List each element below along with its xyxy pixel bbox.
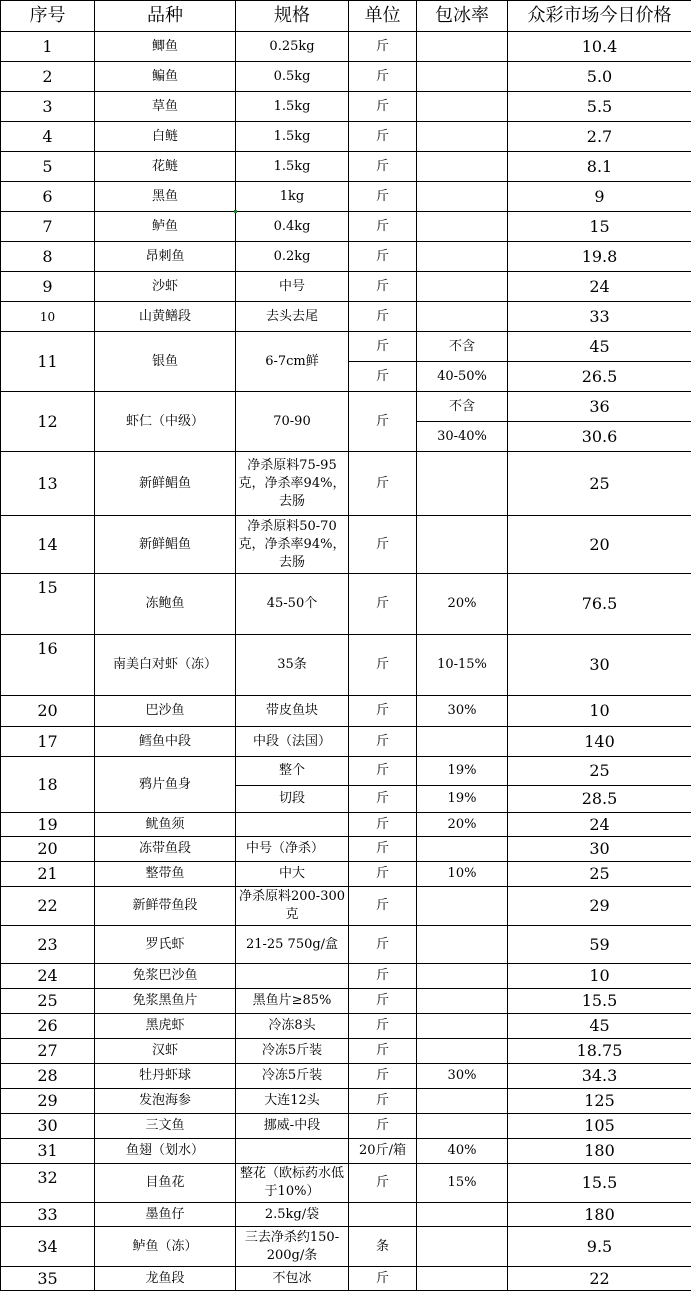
table-header-row — [1, 1, 691, 32]
row-unit: 斤 — [349, 1014, 417, 1039]
row-seq: 29 — [1, 1089, 95, 1114]
row-price: 24 — [508, 813, 691, 837]
row-price: 30 — [508, 635, 691, 696]
row-spec: 冷冻5斤装 — [236, 1039, 349, 1064]
row-ice-rate — [417, 122, 508, 152]
row-spec: 去头去尾 — [236, 302, 349, 332]
row-ice-rate — [417, 272, 508, 302]
table-row — [1, 1203, 691, 1227]
row-spec: 0.4kg — [236, 212, 349, 242]
row-unit: 斤 — [349, 62, 417, 92]
row-spec: 净杀原料50-70克，净杀率94%，去肠 — [236, 516, 349, 574]
row-variety: 鸦片鱼身 — [95, 757, 236, 813]
row-seq: 2 — [1, 62, 95, 92]
row-price: 10.4 — [508, 32, 691, 62]
table-row — [1, 964, 691, 989]
row-price: 9 — [508, 182, 691, 212]
row-price: 25 — [508, 757, 691, 786]
table-row — [1, 32, 691, 62]
row-unit: 斤 — [349, 1114, 417, 1139]
row-ice-rate — [417, 1114, 508, 1139]
row-spec: 中大 — [236, 862, 349, 887]
row-spec: 1.5kg — [236, 152, 349, 182]
row-seq: 20 — [1, 837, 95, 862]
row-ice-rate — [417, 152, 508, 182]
row-price: 10 — [508, 964, 691, 989]
row-seq: 31 — [1, 1139, 95, 1164]
row-seq: 25 — [1, 989, 95, 1014]
row-variety: 黑虎虾 — [95, 1014, 236, 1039]
table-row — [1, 392, 691, 422]
row-seq: 3 — [1, 92, 95, 122]
row-unit: 斤 — [349, 862, 417, 887]
table-row — [1, 152, 691, 182]
row-seq: 35 — [1, 1267, 95, 1291]
table-row — [1, 1039, 691, 1064]
row-seq: 21 — [1, 862, 95, 887]
row-ice-rate: 20% — [417, 813, 508, 837]
header-spec: 规格 — [236, 1, 349, 32]
row-ice-rate — [417, 516, 508, 574]
row-unit: 斤 — [349, 452, 417, 516]
row-price: 180 — [508, 1203, 691, 1227]
row-ice-rate: 19% — [417, 786, 508, 813]
row-price: 30 — [508, 837, 691, 862]
row-price: 24 — [508, 272, 691, 302]
row-spec: 黑鱼片≥85% — [236, 989, 349, 1014]
row-variety: 冻鲍鱼 — [95, 574, 236, 635]
row-unit: 斤 — [349, 1039, 417, 1064]
table-row — [1, 813, 691, 837]
row-spec: 21-25 750g/盒 — [236, 926, 349, 964]
row-unit: 斤 — [349, 757, 417, 786]
row-seq: 16 — [1, 635, 95, 696]
table-row — [1, 989, 691, 1014]
row-unit: 20斤/箱 — [349, 1139, 417, 1164]
row-unit: 斤 — [349, 1064, 417, 1089]
row-spec: 整个 — [236, 757, 349, 786]
row-unit: 斤 — [349, 362, 417, 392]
row-seq: 15 — [1, 574, 95, 635]
row-spec: 大连12头 — [236, 1089, 349, 1114]
row-variety: 龙鱼段 — [95, 1267, 236, 1291]
row-unit: 斤 — [349, 635, 417, 696]
row-ice-rate — [417, 964, 508, 989]
row-variety: 鲈鱼（冻） — [95, 1227, 236, 1267]
row-variety: 白鲢 — [95, 122, 236, 152]
row-price: 140 — [508, 727, 691, 757]
row-unit: 斤 — [349, 1267, 417, 1291]
table-row — [1, 302, 691, 332]
row-price: 26.5 — [508, 362, 691, 392]
row-ice-rate: 15% — [417, 1164, 508, 1203]
row-variety: 南美白对虾（冻） — [95, 635, 236, 696]
row-seq: 12 — [1, 392, 95, 452]
row-price: 15 — [508, 212, 691, 242]
row-variety: 目鱼花 — [95, 1164, 236, 1203]
row-ice-rate — [417, 1203, 508, 1227]
row-spec: 净杀原料200-300克 — [236, 887, 349, 926]
row-ice-rate — [417, 242, 508, 272]
row-price: 5.5 — [508, 92, 691, 122]
row-spec: 切段 — [236, 786, 349, 813]
row-price: 180 — [508, 1139, 691, 1164]
row-unit: 斤 — [349, 989, 417, 1014]
table-row — [1, 242, 691, 272]
row-unit: 斤 — [349, 272, 417, 302]
row-variety: 牡丹虾球 — [95, 1064, 236, 1089]
row-price: 125 — [508, 1089, 691, 1114]
row-seq: 7 — [1, 212, 95, 242]
row-variety: 新鲜鲳鱼 — [95, 452, 236, 516]
row-seq: 4 — [1, 122, 95, 152]
row-seq: 11 — [1, 332, 95, 392]
table-row — [1, 212, 691, 242]
row-variety: 免浆黑鱼片 — [95, 989, 236, 1014]
row-spec: 6-7cm鲜 — [236, 332, 349, 392]
row-price: 18.75 — [508, 1039, 691, 1064]
row-variety: 整带鱼 — [95, 862, 236, 887]
row-ice-rate: 30-40% — [417, 422, 508, 452]
table-row — [1, 1089, 691, 1114]
row-ice-rate — [417, 989, 508, 1014]
row-spec: 带皮鱼块 — [236, 696, 349, 727]
row-variety: 发泡海参 — [95, 1089, 236, 1114]
row-spec: 1kg — [236, 182, 349, 212]
row-seq: 23 — [1, 926, 95, 964]
header-unit: 单位 — [349, 1, 417, 32]
header-ice-rate: 包冰率 — [417, 1, 508, 32]
row-spec: 冷冻5斤装 — [236, 1064, 349, 1089]
row-price: 15.5 — [508, 1164, 691, 1203]
row-spec: 净杀原料75-95克，净杀率94%，去肠 — [236, 452, 349, 516]
row-ice-rate: 30% — [417, 696, 508, 727]
row-seq: 19 — [1, 813, 95, 837]
row-ice-rate — [417, 926, 508, 964]
row-price: 2.7 — [508, 122, 691, 152]
table-row — [1, 92, 691, 122]
row-variety: 银鱼 — [95, 332, 236, 392]
row-seq: 6 — [1, 182, 95, 212]
row-unit: 斤 — [349, 1164, 417, 1203]
table-row — [1, 122, 691, 152]
row-price: 105 — [508, 1114, 691, 1139]
row-spec: 冷冻8头 — [236, 1014, 349, 1039]
row-unit: 斤 — [349, 516, 417, 574]
row-ice-rate — [417, 887, 508, 926]
table-row — [1, 635, 691, 696]
row-variety: 新鲜鲳鱼 — [95, 516, 236, 574]
row-ice-rate — [417, 212, 508, 242]
row-ice-rate: 不含 — [417, 332, 508, 362]
row-spec: 中号（净杀） — [236, 837, 349, 862]
row-price: 20 — [508, 516, 691, 574]
row-ice-rate — [417, 302, 508, 332]
table-row — [1, 1014, 691, 1039]
row-seq: 27 — [1, 1039, 95, 1064]
header-price: 众彩市场今日价格 — [508, 1, 691, 32]
table-row — [1, 837, 691, 862]
row-ice-rate — [417, 727, 508, 757]
row-ice-rate — [417, 62, 508, 92]
row-ice-rate: 10-15% — [417, 635, 508, 696]
row-seq: 28 — [1, 1064, 95, 1089]
row-ice-rate — [417, 837, 508, 862]
row-ice-rate — [417, 1039, 508, 1064]
row-spec: 三去净杀约150-200g/条 — [236, 1227, 349, 1267]
row-variety: 鳕鱼中段 — [95, 727, 236, 757]
row-unit: 斤 — [349, 302, 417, 332]
table-row — [1, 727, 691, 757]
row-variety: 山黄鳝段 — [95, 302, 236, 332]
row-variety: 草鱼 — [95, 92, 236, 122]
row-variety: 巴沙鱼 — [95, 696, 236, 727]
row-spec: 2.5kg/袋 — [236, 1203, 349, 1227]
row-spec: 70-90 — [236, 392, 349, 452]
row-unit: 斤 — [349, 813, 417, 837]
table-row — [1, 182, 691, 212]
row-seq: 18 — [1, 757, 95, 813]
table-row — [1, 516, 691, 574]
row-unit: 斤 — [349, 887, 417, 926]
row-variety: 墨鱼仔 — [95, 1203, 236, 1227]
row-unit: 斤 — [349, 926, 417, 964]
table-row — [1, 757, 691, 786]
row-ice-rate — [417, 92, 508, 122]
table-row — [1, 1114, 691, 1139]
row-unit: 斤 — [349, 786, 417, 813]
row-ice-rate: 30% — [417, 1064, 508, 1089]
row-ice-rate — [417, 1089, 508, 1114]
row-unit: 斤 — [349, 152, 417, 182]
row-ice-rate — [417, 1267, 508, 1291]
row-price: 45 — [508, 332, 691, 362]
row-price: 8.1 — [508, 152, 691, 182]
row-unit: 斤 — [349, 212, 417, 242]
table-row — [1, 272, 691, 302]
row-spec — [236, 1139, 349, 1164]
row-spec: 0.25kg — [236, 32, 349, 62]
row-price: 22 — [508, 1267, 691, 1291]
row-variety: 罗氏虾 — [95, 926, 236, 964]
row-price: 19.8 — [508, 242, 691, 272]
row-price: 34.3 — [508, 1064, 691, 1089]
row-ice-rate: 19% — [417, 757, 508, 786]
table-row — [1, 1164, 691, 1203]
row-price: 76.5 — [508, 574, 691, 635]
row-spec: 整花（欧标药水低于10%） — [236, 1164, 349, 1203]
row-unit: 斤 — [349, 696, 417, 727]
row-seq: 30 — [1, 1114, 95, 1139]
row-unit: 斤 — [349, 122, 417, 152]
table-row — [1, 1139, 691, 1164]
row-variety: 黑鱼 — [95, 182, 236, 212]
row-seq: 22 — [1, 887, 95, 926]
row-price: 15.5 — [508, 989, 691, 1014]
row-spec: 不包冰 — [236, 1267, 349, 1291]
row-seq: 32 — [1, 1164, 95, 1203]
table-row — [1, 1267, 691, 1291]
row-ice-rate: 40% — [417, 1139, 508, 1164]
table-row — [1, 332, 691, 362]
row-variety: 鱿鱼须 — [95, 813, 236, 837]
table-row — [1, 926, 691, 964]
row-price: 59 — [508, 926, 691, 964]
row-seq: 34 — [1, 1227, 95, 1267]
table-row — [1, 1064, 691, 1089]
row-ice-rate — [417, 182, 508, 212]
row-unit: 斤 — [349, 1089, 417, 1114]
row-seq: 24 — [1, 964, 95, 989]
row-unit — [349, 1203, 417, 1227]
row-price: 10 — [508, 696, 691, 727]
row-ice-rate — [417, 1227, 508, 1267]
row-unit: 斤 — [349, 32, 417, 62]
row-variety: 新鲜带鱼段 — [95, 887, 236, 926]
row-variety: 鲈鱼 — [95, 212, 236, 242]
table-row — [1, 1227, 691, 1267]
row-spec: 35条 — [236, 635, 349, 696]
table-row — [1, 696, 691, 727]
row-price: 29 — [508, 887, 691, 926]
row-variety: 三文鱼 — [95, 1114, 236, 1139]
row-seq: 20 — [1, 696, 95, 727]
row-variety: 冻带鱼段 — [95, 837, 236, 862]
row-unit: 斤 — [349, 332, 417, 362]
row-unit: 条 — [349, 1227, 417, 1267]
table-row — [1, 862, 691, 887]
row-variety: 鳊鱼 — [95, 62, 236, 92]
row-spec — [236, 964, 349, 989]
cell-comment-marker — [234, 210, 237, 213]
row-price: 25 — [508, 452, 691, 516]
row-price: 36 — [508, 392, 691, 422]
row-spec: 中号 — [236, 272, 349, 302]
row-ice-rate: 10% — [417, 862, 508, 887]
table-row — [1, 887, 691, 926]
row-spec: 中段（法国） — [236, 727, 349, 757]
row-variety: 免浆巴沙鱼 — [95, 964, 236, 989]
row-ice-rate — [417, 452, 508, 516]
row-unit: 斤 — [349, 392, 417, 452]
row-price: 25 — [508, 862, 691, 887]
row-unit: 斤 — [349, 242, 417, 272]
row-price: 9.5 — [508, 1227, 691, 1267]
row-seq: 26 — [1, 1014, 95, 1039]
row-spec: 0.5kg — [236, 62, 349, 92]
row-seq: 14 — [1, 516, 95, 574]
row-unit: 斤 — [349, 964, 417, 989]
row-unit: 斤 — [349, 574, 417, 635]
row-price: 30.6 — [508, 422, 691, 452]
row-spec: 挪威-中段 — [236, 1114, 349, 1139]
row-unit: 斤 — [349, 727, 417, 757]
row-variety: 沙虾 — [95, 272, 236, 302]
row-spec: 1.5kg — [236, 92, 349, 122]
row-variety: 汉虾 — [95, 1039, 236, 1064]
row-price: 5.0 — [508, 62, 691, 92]
row-seq: 33 — [1, 1203, 95, 1227]
row-spec — [236, 813, 349, 837]
row-variety: 鱼翅（划水） — [95, 1139, 236, 1164]
header-variety: 品种 — [95, 1, 236, 32]
row-price: 33 — [508, 302, 691, 332]
row-ice-rate: 20% — [417, 574, 508, 635]
row-variety: 花鲢 — [95, 152, 236, 182]
row-spec: 0.2kg — [236, 242, 349, 272]
row-seq: 8 — [1, 242, 95, 272]
row-variety: 虾仁（中级） — [95, 392, 236, 452]
row-ice-rate — [417, 32, 508, 62]
row-unit: 斤 — [349, 92, 417, 122]
row-unit: 斤 — [349, 837, 417, 862]
table-row — [1, 452, 691, 516]
row-ice-rate: 40-50% — [417, 362, 508, 392]
row-ice-rate: 不含 — [417, 392, 508, 422]
row-seq: 9 — [1, 272, 95, 302]
table-row — [1, 62, 691, 92]
header-seq: 序号 — [1, 1, 95, 32]
row-unit: 斤 — [349, 182, 417, 212]
row-price: 45 — [508, 1014, 691, 1039]
table-row — [1, 574, 691, 635]
row-price: 28.5 — [508, 786, 691, 813]
row-seq: 13 — [1, 452, 95, 516]
row-variety: 鲫鱼 — [95, 32, 236, 62]
row-spec: 45-50个 — [236, 574, 349, 635]
row-seq: 5 — [1, 152, 95, 182]
row-seq: 17 — [1, 727, 95, 757]
row-seq: 1 — [1, 32, 95, 62]
row-seq: 10 — [1, 302, 95, 332]
row-spec: 1.5kg — [236, 122, 349, 152]
row-variety: 昂刺鱼 — [95, 242, 236, 272]
row-ice-rate — [417, 1014, 508, 1039]
